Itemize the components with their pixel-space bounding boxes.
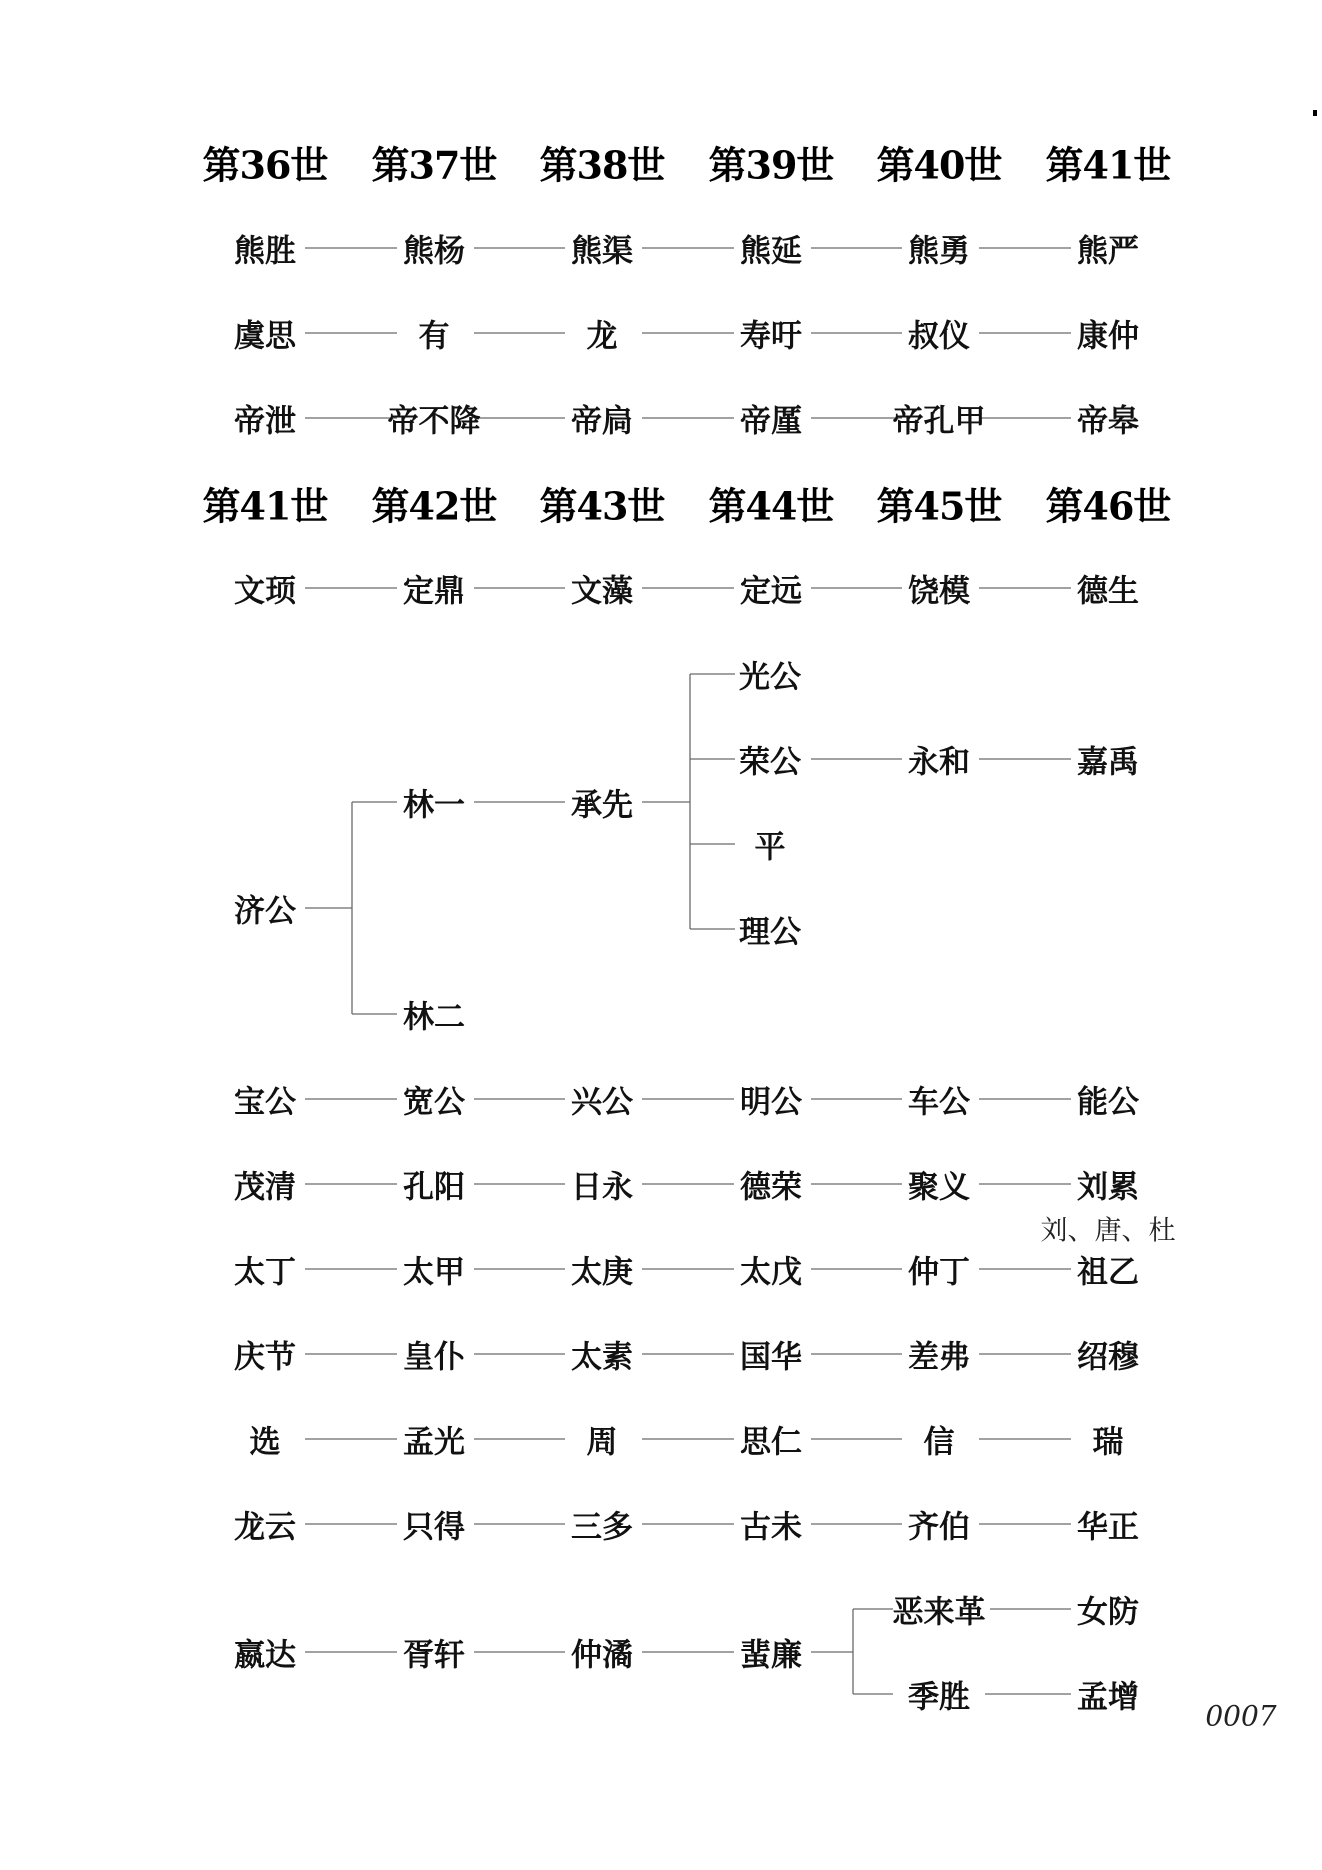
person-name: 有 bbox=[418, 318, 450, 355]
person-name: 林一 bbox=[403, 787, 465, 824]
person-name: 太丁 bbox=[234, 1254, 296, 1291]
person-name: 刘累 bbox=[1077, 1169, 1139, 1206]
person-name: 蜚廉 bbox=[740, 1637, 802, 1674]
person-name: 熊延 bbox=[740, 233, 802, 270]
person-name: 龙 bbox=[586, 318, 618, 355]
person-name: 虞思 bbox=[234, 318, 296, 355]
person-name: 龙云 bbox=[234, 1509, 296, 1546]
generation-header: 第37世 bbox=[371, 142, 497, 188]
person-name: 思仁 bbox=[740, 1424, 802, 1461]
generation-header: 第41世 bbox=[202, 483, 328, 529]
person-name: 熊勇 bbox=[908, 233, 970, 270]
person-name: 瑞 bbox=[1092, 1424, 1124, 1461]
person-name: 光公 bbox=[739, 659, 801, 696]
person-name: 恶来革 bbox=[892, 1594, 986, 1631]
person-name: 仲潏 bbox=[571, 1637, 633, 1674]
person-name: 皇仆 bbox=[403, 1339, 465, 1376]
person-name: 三多 bbox=[571, 1509, 633, 1546]
person-name: 帝不降 bbox=[387, 403, 481, 440]
person-name: 差弗 bbox=[908, 1339, 970, 1376]
person-name: 济公 bbox=[234, 893, 296, 930]
person-name: 平 bbox=[754, 829, 786, 866]
page-number: 0007 bbox=[1205, 1699, 1277, 1733]
person-name: 承先 bbox=[571, 787, 633, 824]
corner-mark bbox=[1313, 110, 1317, 116]
generation-header: 第41世 bbox=[1045, 142, 1171, 188]
person-name: 选 bbox=[249, 1424, 281, 1461]
person-name: 熊杨 bbox=[403, 233, 465, 270]
person-name: 孟光 bbox=[403, 1424, 465, 1461]
person-name: 永和 bbox=[908, 744, 970, 781]
generation-header: 第38世 bbox=[539, 142, 665, 188]
person-name: 聚义 bbox=[908, 1169, 970, 1206]
person-name: 宽公 bbox=[403, 1084, 465, 1121]
person-name: 茂清 bbox=[234, 1169, 296, 1206]
person-name: 日永 bbox=[571, 1169, 633, 1206]
person-name: 胥轩 bbox=[403, 1637, 465, 1674]
person-name: 嘉禹 bbox=[1077, 744, 1139, 781]
person-name: 帝厪 bbox=[740, 403, 802, 440]
generation-header: 第40世 bbox=[876, 142, 1002, 188]
person-name: 文藻 bbox=[571, 573, 633, 610]
person-name: 明公 bbox=[740, 1084, 802, 1121]
person-name: 定远 bbox=[740, 573, 802, 610]
generation-header: 第43世 bbox=[539, 483, 665, 529]
person-name: 饶模 bbox=[908, 573, 970, 610]
person-name: 周 bbox=[586, 1424, 618, 1461]
person-name: 华正 bbox=[1077, 1509, 1139, 1546]
person-name: 叔仪 bbox=[908, 318, 970, 355]
person-name: 祖乙 bbox=[1077, 1254, 1139, 1291]
person-name: 宝公 bbox=[234, 1084, 296, 1121]
person-name: 绍穆 bbox=[1077, 1339, 1139, 1376]
person-name: 林二 bbox=[403, 999, 465, 1036]
surname-note: 刘、唐、杜 bbox=[1040, 1215, 1176, 1247]
person-name: 国华 bbox=[740, 1339, 802, 1376]
person-name: 熊严 bbox=[1077, 233, 1139, 270]
person-name: 信 bbox=[923, 1424, 955, 1461]
person-name: 文顼 bbox=[234, 573, 296, 610]
person-name: 康仲 bbox=[1077, 318, 1139, 355]
person-name: 嬴达 bbox=[234, 1637, 296, 1674]
person-name: 德荣 bbox=[740, 1169, 802, 1206]
person-name: 车公 bbox=[908, 1084, 970, 1121]
generation-header: 第44世 bbox=[708, 483, 834, 529]
person-name: 孟增 bbox=[1077, 1679, 1139, 1716]
person-name: 理公 bbox=[739, 914, 801, 951]
generation-header: 第46世 bbox=[1045, 483, 1171, 529]
person-name: 荣公 bbox=[739, 744, 801, 781]
person-name: 太戊 bbox=[740, 1254, 802, 1291]
person-name: 帝孔甲 bbox=[892, 403, 986, 440]
person-name: 德生 bbox=[1077, 573, 1139, 610]
person-name: 定鼎 bbox=[403, 573, 465, 610]
person-name: 女防 bbox=[1077, 1594, 1139, 1631]
person-name: 只得 bbox=[403, 1509, 465, 1546]
person-name: 熊胜 bbox=[234, 233, 296, 270]
person-name: 齐伯 bbox=[908, 1509, 970, 1546]
person-name: 帝皋 bbox=[1077, 403, 1139, 440]
person-name: 帝扃 bbox=[571, 403, 633, 440]
person-name: 寿吁 bbox=[740, 318, 802, 355]
person-name: 太素 bbox=[571, 1339, 633, 1376]
person-name: 太甲 bbox=[403, 1254, 465, 1291]
person-name: 庆节 bbox=[234, 1339, 296, 1376]
person-name: 太庚 bbox=[571, 1254, 633, 1291]
person-name: 孔阳 bbox=[403, 1169, 465, 1206]
person-name: 熊渠 bbox=[571, 233, 633, 270]
generation-header: 第42世 bbox=[371, 483, 497, 529]
generation-header: 第36世 bbox=[202, 142, 328, 188]
person-name: 仲丁 bbox=[908, 1254, 970, 1291]
person-name: 帝泄 bbox=[234, 403, 296, 440]
generation-header: 第39世 bbox=[708, 142, 834, 188]
person-name: 季胜 bbox=[908, 1679, 970, 1716]
person-name: 兴公 bbox=[571, 1084, 633, 1121]
person-name: 能公 bbox=[1077, 1084, 1139, 1121]
generation-header: 第45世 bbox=[876, 483, 1002, 529]
person-name: 古未 bbox=[740, 1509, 802, 1546]
